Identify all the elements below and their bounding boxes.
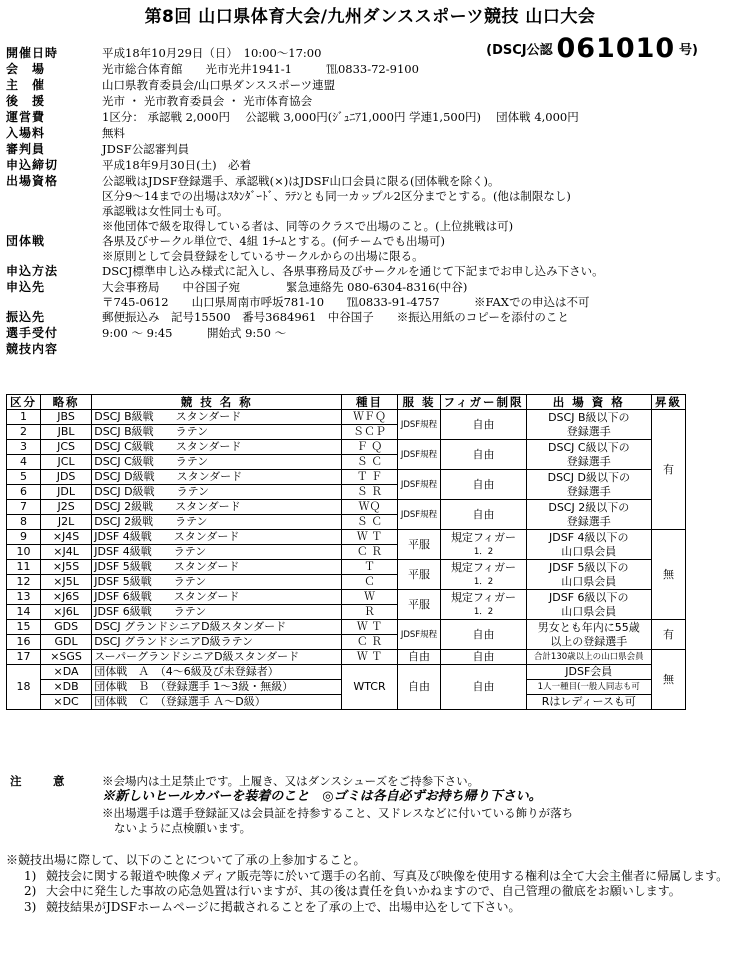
table-row: 9 ×J4S JDSF 4級戦 スタンダード Ｗ Ｔ 平服 規定フィガー 1．2 JDSF 4級以下の 山口県会員 無 — [7, 530, 686, 545]
info-row-admission: 入場料 無料 — [6, 126, 125, 140]
dress-cell: 平服 — [397, 590, 441, 620]
dress-cell: JDSF規程 — [397, 500, 441, 530]
promotion-cell: 有 — [652, 410, 686, 530]
info-row-method: 申込方法 DSCJ標準申し込み様式に記入し、各県事務局及びサークルを通じて下記までお申し込み下さい。 — [6, 263, 604, 278]
table-row: 4 JCL DSCJ C級戦 ラテン Ｓ Ｃ — [7, 455, 686, 470]
notes-title: 注 意 — [10, 774, 75, 788]
table-row: 8 J2L DSCJ 2級戦 ラテン Ｓ Ｃ — [7, 515, 686, 530]
table-row: ×DB 団体戦 Ｂ （登録選手 1～3級・無級） 1人一種目(一般人同志も可 — [7, 680, 686, 695]
condition-item: 1) 競技会に関する報道や映像メディア販売等に於いて選手の名前、写真及び映像を使用する権利は全て大会主催者に帰属します。 — [24, 868, 729, 883]
qualification-cell: DSCJ 2級以下の 登録選手 — [526, 500, 652, 530]
info-row-venue: 会 場 光市総合体育館 光市光井1941-1 ℡0833-72-9100 — [6, 62, 419, 76]
info-row-fee: 運営費 1区分： 承認戦 2,000円 公認戦 3,000円(ｼﾞｭﾆｱ1,000円 学連1,500円) 団体戦 4,000円 — [6, 110, 579, 124]
promotion-cell: 無 — [652, 650, 686, 710]
promotion-cell: 無 — [652, 530, 686, 620]
table-header — [7, 395, 686, 410]
figure-cell: 自由 — [441, 665, 526, 710]
figure-cell: 自由 — [441, 500, 526, 530]
qualification-cell: JDSF 5級以下の 山口県会員 — [526, 560, 652, 590]
info-row-host: 主 催 山口県教育委員会/山口県ダンススポーツ連盟 — [6, 78, 336, 92]
table-row: 12 ×J5L JDSF 5級戦 ラテン Ｃ — [7, 575, 686, 590]
approval-suffix: 号) — [679, 43, 698, 58]
figure-cell: 自由 — [441, 620, 526, 650]
info-row-payment: 振込先 郵便振込み 記号15500 番号3684961 中谷国子 ※振込用紙のコピーを添付のこと — [6, 309, 569, 324]
dress-cell: 自由 — [397, 665, 441, 710]
qualification-cell: 合計130歳以上の山口県会員 — [526, 650, 652, 665]
condition-item: 3) 競技結果がJDSFホームページに掲載されることを了承の上で、出場申込をして下さい。 — [24, 899, 521, 914]
header-events: 種目 — [342, 395, 397, 410]
info-row-team: 団体戦 各県及びサークル単位で、4組 1ﾁｰﾑとする。(何チームでも出場可) ※原則として会員登録をしているサークルからの出場に限る。 — [6, 233, 445, 263]
info-row-judges: 審判員 JDSF公認審判員 — [6, 142, 190, 156]
note-line: ※会場内は土足禁止です。上履き、又はダンスシューズをご持参下さい。 — [102, 774, 480, 788]
approval-number-value: 061010 — [556, 33, 676, 64]
dress-cell: JDSF規程 — [397, 620, 441, 650]
note-line: ないように点検願います。 — [114, 820, 252, 835]
table-row: 10 ×J4L JDSF 4級戦 ラテン Ｃ Ｒ — [7, 545, 686, 560]
header-name: 競 技 名 称 — [92, 395, 342, 410]
event-table — [6, 394, 686, 710]
page-title: 第8回 山口県体育大会/九州ダンススポーツ競技 山口大会 — [144, 7, 596, 27]
qualification-cell: DSCJ D級以下の 登録選手 — [526, 470, 652, 500]
info-row-reception: 選手受付 9:00 ～ 9:45 開始式 9:50 ～ — [6, 325, 287, 340]
dress-cell: 平服 — [397, 530, 441, 560]
table-row: 1 JBS DSCJ B級戦 スタンダード ＷＦＱ JDSF規程 自由 DSCJ B級以下の 登録選手 有 — [7, 410, 686, 425]
qualification-cell: JDSF 6級以下の 山口県会員 — [526, 590, 652, 620]
table-row: 11 ×J5S JDSF 5級戦 スタンダード Ｔ 平服 規定フィガー 1．2 JDSF 5級以下の 山口県会員 — [7, 560, 686, 575]
qualification-cell: 男女とも年内に55歳 以上の登録選手 — [526, 620, 652, 650]
header-category: 区分 — [7, 395, 41, 410]
info-row-address: 申込先 大会事務局 中谷国子宛 緊急連絡先 080-6304-8316(中谷) 〒745-0612 山口県周南市呼坂781-10 ℡0833-91-4757 ※FAXでの申込は不可 — [6, 279, 590, 309]
header-qualification: 出 場 資 格 — [526, 395, 652, 410]
group-no: 18 — [7, 665, 41, 710]
notes-section — [6, 774, 734, 836]
table-row: 18 ×DA 団体戦 Ａ （4～6級及び未登録者） WTCR 自由 自由 JDSF会員 — [7, 665, 686, 680]
figure-cell: 自由 — [441, 440, 526, 470]
table-row: 3 JCS DSCJ C級戦 スタンダード Ｆ Ｑ JDSF規程 自由 DSCJ C級以下の 登録選手 — [7, 440, 686, 455]
approval-label: (DSCJ公認 — [486, 43, 553, 58]
table-row: 5 JDS DSCJ D級戦 スタンダード Ｔ Ｆ JDSF規程 自由 DSCJ D級以下の 登録選手 — [7, 470, 686, 485]
dress-cell: JDSF規程 — [397, 440, 441, 470]
note-line-handwritten: ※新しいヒールカバーを装着のこと ◎ゴミは各自必ずお持ち帰り下さい。 — [102, 788, 542, 804]
figure-cell: 自由 — [441, 470, 526, 500]
figure-cell: 規定フィガー 1．2 — [441, 560, 526, 590]
info-row-program: 競技内容 — [6, 341, 59, 356]
header-abbr: 略称 — [40, 395, 91, 410]
table-row: 17 ×SGS スーパーグランドシニアD級スタンダード Ｗ Ｔ 自由 自由 合計130歳以上の山口県会員 無 — [7, 650, 686, 665]
qualification-cell: DSCJ C級以下の 登録選手 — [526, 440, 652, 470]
header-promotion: 昇級 — [652, 395, 686, 410]
qualification-cell: JDSF 4級以下の 山口県会員 — [526, 530, 652, 560]
info-row-support: 後 援 光市 ・ 光市教育委員会 ・ 光市体育協会 — [6, 94, 313, 108]
condition-item: 2) 大会中に発生した事故の応急処置は行いますが、其の後は責任を負いかねますので、自己管理の徹底をお願いします。 — [24, 884, 681, 899]
figure-cell: 規定フィガー 1．2 — [441, 530, 526, 560]
table-row: 16 GDL DSCJ グランドシニアD級ラテン Ｃ Ｒ — [7, 635, 686, 650]
info-row-date: 開催日時 平成18年10月29日（日） 10:00～17:00 — [6, 46, 322, 60]
table-row: 2 JBL DSCJ B級戦 ラテン ＳＣＰ — [7, 425, 686, 440]
qualification-cell: DSCJ B級以下の 登録選手 — [526, 410, 652, 440]
conditions-intro: ※競技出場に際して、以下のことについて了承の上参加すること。 — [6, 853, 366, 867]
dress-cell: 平服 — [397, 560, 441, 590]
figure-cell: 規定フィガー 1．2 — [441, 590, 526, 620]
note-line: ※出場選手は選手登録証又は会員証を持参すること、又ドレスなどに付いている飾りが落ち — [102, 805, 574, 820]
header-figure: フィガー制限 — [441, 395, 526, 410]
header-dress: 服 装 — [397, 395, 441, 410]
table-row: ×DC 団体戦 Ｃ （登録選手 Ａ～D級） Rはレディースも可 — [7, 695, 686, 710]
dress-cell: JDSF規程 — [397, 470, 441, 500]
figure-cell: 自由 — [441, 410, 526, 440]
dress-cell: JDSF規程 — [397, 410, 441, 440]
info-row-deadline: 申込締切 平成18年9月30日(土) 必着 — [6, 158, 252, 172]
promotion-cell: 有 — [652, 620, 686, 650]
table-row: 15 GDS DSCJ グランドシニアD級スタンダード Ｗ Ｔ JDSF規程 自由 男女とも年内に55歳 以上の登録選手 有 — [7, 620, 686, 635]
table-row: 14 ×J6L JDSF 6級戦 ラテン Ｒ — [7, 605, 686, 620]
dress-cell: 自由 — [397, 650, 441, 665]
table-row: 6 JDL DSCJ D級戦 ラテン Ｓ Ｒ — [7, 485, 686, 500]
group-events: WTCR — [342, 665, 397, 710]
conditions-section — [6, 853, 734, 915]
figure-cell: 自由 — [441, 650, 526, 665]
event-info — [6, 46, 736, 358]
table-row: 7 J2S DSCJ 2級戦 スタンダード ＷＱ JDSF規程 自由 DSCJ 2級以下の 登録選手 — [7, 500, 686, 515]
table-row: 13 ×J6S JDSF 6級戦 スタンダード Ｗ 平服 規定フィガー 1．2 JDSF 6級以下の 山口県会員 — [7, 590, 686, 605]
info-row-eligibility: 出場資格 公認戦はJDSF登録選手、承認戦(×)はJDSF山口会員に限る(団体戦を除く)。 区分9～14までの出場はｽﾀﾝﾀﾞｰﾄﾞ、ﾗﾃﾝとも同一カップル2区分までとする。(他は制限なし) 承認戦は女性同士も可。 ※他団体で級を取得している者は、同等のクラスで出場のこと。(上位挑戦は可) — [6, 174, 571, 233]
